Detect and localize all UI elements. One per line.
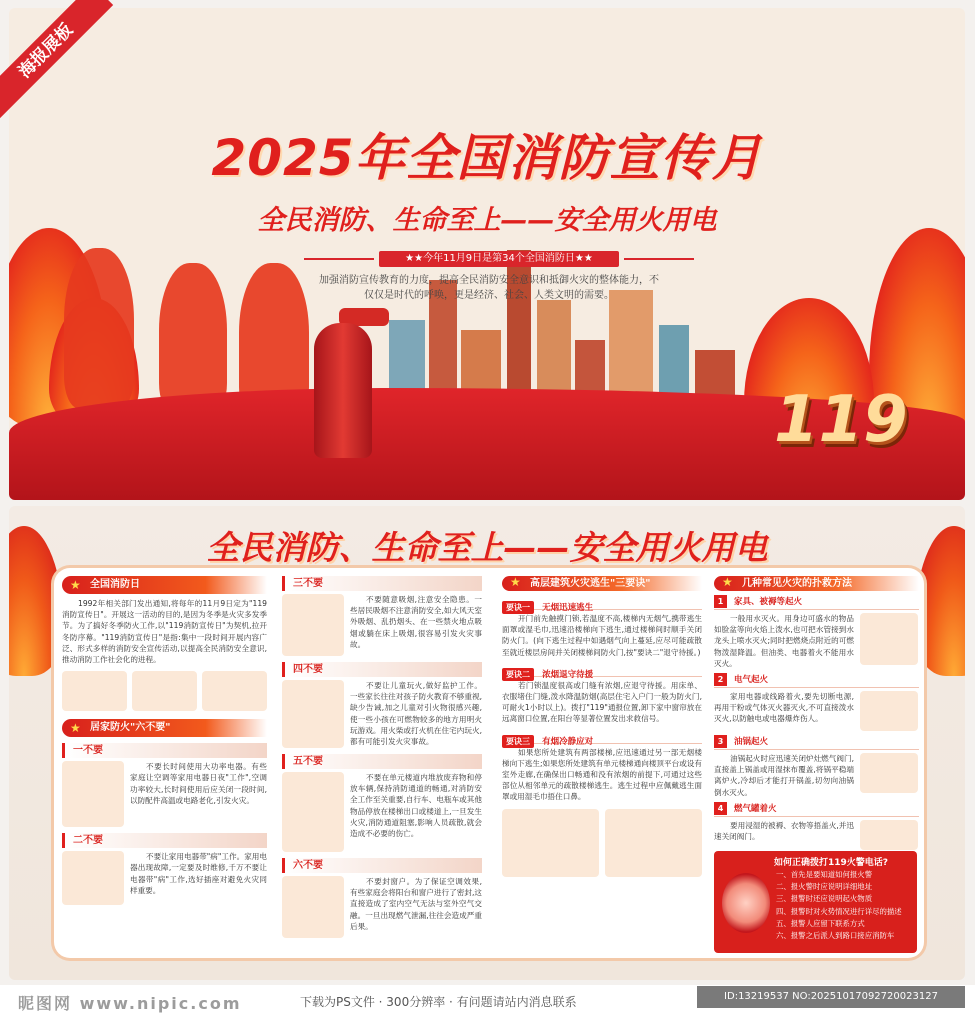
column-escape-tips [502, 576, 702, 954]
illustration-row [502, 809, 702, 877]
rule-header-1: 一不要 [62, 743, 267, 758]
rule-item-1 [62, 761, 267, 827]
illustration-electrical-fire [860, 691, 918, 731]
download-info: 下载为PS文件 · 300分辨率 · 有问题请站内消息联系 [300, 995, 577, 1009]
illustration-water-extinguish [860, 613, 918, 665]
method-item-3 [714, 753, 919, 798]
method-item-4 [714, 820, 919, 850]
call-step: 五、报警人应留下联系方式 [776, 918, 865, 928]
star-icon: ★ [722, 575, 733, 589]
method-text: 油锅起火时应迅速关闭炉灶燃气阀门,直接盖上锅盖或用湿抹布覆盖,将锅平稳端离炉火,冷却后才能打开锅盖,切勿向油锅倒水灭火。 [714, 754, 854, 797]
top-banner [9, 8, 965, 500]
star-icon: ★ [70, 721, 81, 736]
method-item-1 [714, 613, 919, 669]
bottom-board [9, 506, 965, 980]
call-step: 四、报警时对火势情况进行详尽的描述 [776, 906, 902, 916]
method-number: 3 [714, 735, 727, 748]
illustration-broken-appliance [62, 851, 124, 905]
method-header-3 [714, 735, 919, 750]
tip-text: 如果您所处建筑有两部楼梯,应迅速通过另一部无烟楼梯向下逃生;如果您所处建筑有单元楼梯通向楼顶平台或设有室外走廊,在确保出口畅通和没有浓烟的前提下,可通过这些部位从相邻单元的疏散楼梯逃生。逃生过程中应佩戴逃生面罩或用湿毛巾捂住口鼻。 [502, 747, 702, 802]
illustration-oil-pan-fire [860, 753, 918, 793]
call-steps [776, 869, 912, 942]
rule-header-6: 六不要 [282, 858, 482, 873]
footer [0, 985, 975, 1024]
rule-header-4: 四不要 [282, 662, 482, 677]
column-fire-day [62, 576, 267, 954]
method-header-2 [714, 673, 919, 688]
page-title: 2025年全国消防宣传月 [211, 129, 763, 187]
method-text: 家用电器或线路着火,要先切断电源,再用干粉或气体灭火器灭火,不可直接泼水灭火,以防触电或电器爆炸伤人。 [714, 692, 854, 724]
call-119-box [714, 851, 917, 953]
call-step: 一、首先是要知道如何报火警 [776, 870, 873, 879]
fire-day-date-banner: ★★今年11月9日是第34个全国消防日★★ [379, 251, 619, 267]
call-step: 六、报警之后派人到路口接应消防车 [776, 931, 895, 941]
illustration-stair-escape [605, 809, 702, 877]
column-extinguishing-methods [714, 576, 919, 954]
illustration-child-warning [202, 671, 267, 711]
illustration-row [62, 671, 267, 711]
firefighter-silhouette [64, 248, 134, 408]
tip-title: 有烟冷静应对 [542, 736, 594, 747]
section-text [62, 598, 267, 665]
illustration-child-playing-fire [282, 680, 344, 748]
divider [624, 258, 694, 260]
section-title: 全国消防日 [90, 579, 140, 590]
tip-text: 开门前先触摸门锁,若温度不高,楼梯内无烟气,携带逃生面罩或湿毛巾,迅速沿楼梯向下逃生,通过楼梯间时顺手关闭防火门。(向下逃生过程中如遇烟气向上蔓延,应尽可能疏散至就近楼层房间并关闭楼梯间防火门,按"要诀二"退守待援。) [502, 614, 702, 657]
method-header-4 [714, 802, 919, 817]
rule-text: 不要让家用电器带"病"工作。家用电器出现故障,一定要及时维修,千万不要让电器带"病"工作,选好插座对避免火灾同样重要。 [130, 852, 267, 895]
divider [304, 258, 374, 260]
tip-header-3 [502, 729, 702, 747]
tip-tag: 要诀三 [502, 735, 534, 748]
column-rules-3-6 [282, 576, 482, 954]
illustration-gas-tank-fire [860, 820, 918, 850]
rule-header-5: 五不要 [282, 754, 482, 769]
tip-text: 若门锁温度很高或门缝有浓烟,应退守待援。用床单、衣服堵住门缝,泼水降温防烟(高层住宅入户门一般为防火门,可耐火1小时以上)。拨打"119"通报位置,卸下家中窗帘放在远离窗口位置,在阳台等显著位置发出求救信号。 [502, 680, 702, 724]
call-step: 三、报警时还应说明起火物质 [776, 894, 873, 904]
site-watermark: 昵图网 www.nipic.com [18, 994, 242, 1013]
image-id-label: ID:13219537 NO:20251017092720023127 [697, 986, 965, 1008]
intro-text: 加强消防宣传教育的力度，提高全民消防安全意识和抵御火灾的整体能力，不仅仅是时代的呼唤，更是经济、社会、人类文明的需要。 [319, 275, 659, 301]
star-icon: ★ [510, 575, 521, 589]
rule-item-5 [282, 772, 482, 852]
section-header [62, 719, 267, 737]
telephone-icon [722, 873, 770, 933]
section-header [502, 576, 702, 591]
content-board [54, 568, 924, 958]
rule-text: 不要在单元楼道内堆放废弃物和停放车辆,保持消防通道的畅通,对消防安全工作至关重要,自行车、电瓶车或其他物品停放在楼梯出口或楼道上,一旦发生火灾,消防通道阻塞,影响人员疏散,就会造成不必要的伤亡。 [350, 773, 482, 839]
paragraph: 1992年相关部门发出通知,将每年的11月9日定为"119消防宣传日"。开展这一活动的目的,是因为冬季是火灾多发季节。为了搞好冬季防火工作,以"119消防宣传日"为契机,拉开冬防序幕。"119消防宣传日"是指:集中一段时间开展内容广泛、形式多样的消防安全宣传活动,以提高全民消防安全意识,推动消防工作社会化的进程。 [62, 599, 267, 665]
illustration-kitchen-fire [62, 671, 127, 711]
illustration-no-smoking [282, 594, 344, 656]
section-title: 高层建筑火灾逃生"三要诀" [530, 578, 651, 589]
method-item-2 [714, 691, 919, 731]
tip-title: 无烟迅速逃生 [542, 603, 594, 613]
tip-title: 浓烟退守待援 [542, 669, 594, 680]
rule-text: 不要封窗户。为了保证空调效果,有些家庭会将阳台和窗户进行了密封,这直接造成了室内空气无法与室外空气交融。一旦出现燃气泄漏,往往会造成严重后果。 [350, 877, 482, 931]
method-title: 家具、被褥等起火 [733, 597, 802, 607]
tip-header-2 [502, 662, 702, 680]
rule-header-2: 二不要 [62, 833, 267, 848]
tip-header-1 [502, 595, 702, 613]
rule-item-2 [62, 851, 267, 905]
method-number: 1 [714, 595, 727, 608]
illustration-blocked-stairwell [282, 772, 344, 852]
method-text: 一般用水灭火。用身边可盛水的物品如脸盆等向火焰上泼水,也可把水管接到水龙头上喷水灭火;同时把燃烧点附近的可燃物泼湿降温。但油类、电器着火不能用水灭火。 [714, 614, 854, 668]
illustration-tangled-wires [62, 761, 124, 827]
tip-tag: 要诀一 [502, 601, 534, 614]
rule-item-3 [282, 594, 482, 656]
rule-text: 不要长时间使用大功率电器。有些家庭让空调等家用电器日夜"工作",空调功率较大,长时间使用后应关闭一段时间,以防配件高温或电路老化,引发火灾。 [130, 762, 267, 805]
call-step: 二、报火警时应说明详细地址 [776, 882, 873, 892]
method-title: 油锅起火 [733, 737, 768, 748]
page-subtitle: 全民消防、生命至上——安全用火用电 [257, 205, 717, 236]
method-number: 4 [714, 802, 727, 815]
call-title: 如何正确拨打119火警电话? [774, 858, 889, 868]
method-number: 2 [714, 673, 727, 686]
method-header-1 [714, 595, 919, 610]
section-header [714, 576, 919, 591]
method-title: 燃气罐着火 [733, 803, 777, 814]
board-title: 全民消防、生命至上——安全用火用电 [206, 528, 768, 567]
method-text: 要用浸湿的被褥、衣物等捂盖火,并迅速关闭阀门。 [714, 820, 854, 842]
section-title: 居家防火"六不要" [90, 722, 171, 734]
rule-item-6 [282, 876, 482, 938]
rule-text: 不要让儿童玩火,做好监护工作。一些家长往往对孩子防火教育不够重视,缺少告诫,加之儿童对引火物很感兴趣,使一些小孩在可燃物较多的地方用明火玩游戏。用火柴或打火机在住宅内玩火,都有可能引发火灾事故。 [350, 681, 482, 747]
rule-header-3: 三不要 [282, 576, 482, 591]
corner-ribbon: 海报展板 [0, 0, 113, 118]
illustration-firefighter [132, 671, 197, 711]
badge-119: 119 [774, 383, 908, 457]
rule-text: 不要随意吸烟,注意安全隐患。一些居民吸烟不注意消防安全,如大风天室外吸烟、乱扔烟头、在一些禁火地点吸烟或躺在床上吸烟,很容易引发火灾事故。 [350, 595, 482, 649]
section-header [62, 576, 267, 594]
section-title: 几种常见火灾的扑救方法 [742, 578, 852, 589]
firefighter-silhouette [159, 263, 227, 413]
tip-tag: 要诀二 [502, 668, 534, 681]
star-icon: ★ [70, 578, 81, 592]
illustration-smoke-escape [502, 809, 599, 877]
rule-item-4 [282, 680, 482, 748]
fire-extinguisher-icon [314, 323, 372, 458]
illustration-sealed-window [282, 876, 344, 938]
method-title: 电气起火 [733, 675, 768, 686]
